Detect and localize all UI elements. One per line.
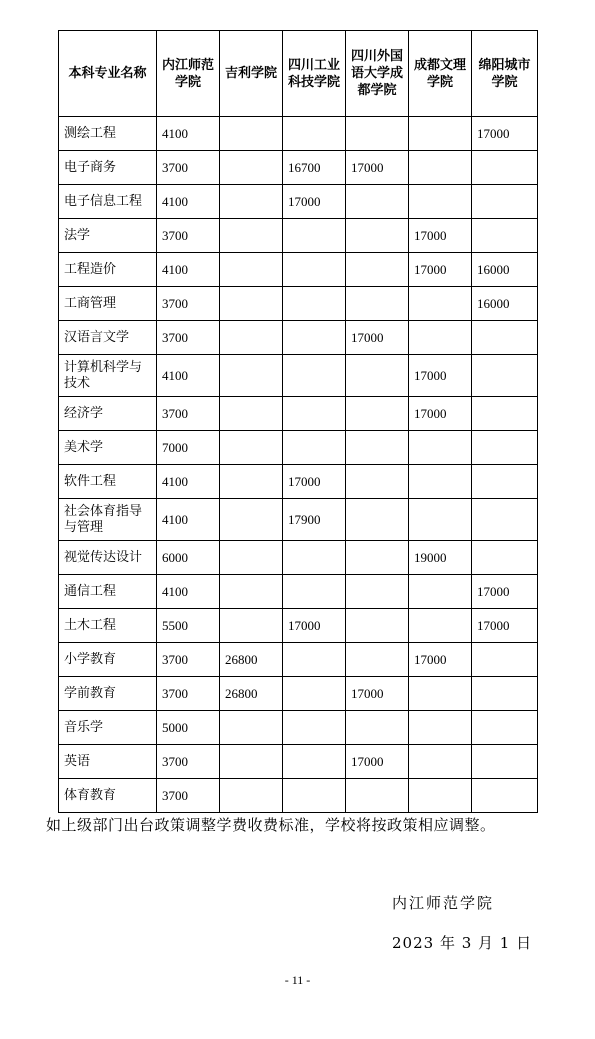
fee-cell [283,321,346,355]
fee-cell [346,541,409,575]
major-name-cell: 经济学 [59,397,157,431]
fee-cell [346,779,409,813]
fee-cell [472,643,538,677]
fee-cell: 17000 [409,219,472,253]
fee-cell [409,499,472,541]
table-body [59,117,538,813]
policy-note: 如上级部门出台政策调整学费收费标准，学校将按政策相应调整。 [46,816,496,834]
header-mianyang-chengshi: 绵阳城市学院 [472,31,538,117]
major-name-cell: 英语 [59,745,157,779]
fee-cell: 4100 [157,499,220,541]
table-header-row [59,31,538,117]
fee-cell [409,779,472,813]
fee-cell: 3700 [157,643,220,677]
fee-cell: 4100 [157,465,220,499]
fee-cell [220,745,283,779]
fee-cell: 3700 [157,287,220,321]
fee-cell: 4100 [157,185,220,219]
table-row [59,779,538,813]
signing-date: 2023 年 3 月 1 日 [392,934,533,952]
fee-cell [472,431,538,465]
fee-cell [346,609,409,643]
fee-cell: 4100 [157,117,220,151]
major-name-cell: 法学 [59,219,157,253]
table-row [59,499,538,541]
fee-cell [283,117,346,151]
fee-cell [283,745,346,779]
fee-cell: 17000 [283,609,346,643]
major-name-cell: 计算机科学与技术 [59,355,157,397]
fee-cell: 3700 [157,677,220,711]
fee-cell [409,465,472,499]
table-row [59,185,538,219]
table-row [59,677,538,711]
signer-name: 内江师范学院 [392,894,495,912]
fee-cell [346,643,409,677]
fee-cell [220,609,283,643]
fee-cell: 26800 [220,643,283,677]
fee-cell: 17000 [283,185,346,219]
fee-cell [409,431,472,465]
fee-cell: 16000 [472,253,538,287]
header-chengdu-wenli: 成都文理学院 [409,31,472,117]
fee-cell: 16700 [283,151,346,185]
fee-cell [409,321,472,355]
major-name-cell: 土木工程 [59,609,157,643]
fee-cell [220,431,283,465]
fee-cell [283,643,346,677]
header-neijiang: 内江师范学院 [157,31,220,117]
fee-cell [220,253,283,287]
fee-cell [472,355,538,397]
table-row [59,643,538,677]
fee-cell: 17000 [283,465,346,499]
fee-cell: 3700 [157,219,220,253]
fee-cell [472,465,538,499]
fee-cell: 17000 [409,397,472,431]
fee-cell: 3700 [157,397,220,431]
fee-cell [346,499,409,541]
major-name-cell: 通信工程 [59,575,157,609]
fee-cell [346,575,409,609]
major-name-cell: 电子商务 [59,151,157,185]
fee-cell [346,465,409,499]
fee-cell: 19000 [409,541,472,575]
fee-cell [283,431,346,465]
fee-cell: 17000 [472,575,538,609]
fee-cell: 17000 [346,321,409,355]
fee-cell [472,219,538,253]
fee-cell [409,745,472,779]
fee-cell: 26800 [220,677,283,711]
fee-cell [346,219,409,253]
major-name-cell: 音乐学 [59,711,157,745]
fee-cell: 4100 [157,253,220,287]
major-name-cell: 工商管理 [59,287,157,321]
table-row [59,465,538,499]
major-name-cell: 学前教育 [59,677,157,711]
fee-cell: 3700 [157,745,220,779]
fee-cell: 4100 [157,575,220,609]
major-name-cell: 社会体育指导与管理 [59,499,157,541]
fee-cell [346,185,409,219]
fee-cell [283,677,346,711]
fee-cell: 17000 [472,117,538,151]
fee-cell [472,779,538,813]
fee-cell [409,151,472,185]
fee-cell: 5000 [157,711,220,745]
fee-cell [346,397,409,431]
fee-cell [409,711,472,745]
fee-cell [409,575,472,609]
table-row [59,397,538,431]
fee-cell [283,355,346,397]
page-number: - 11 - [284,973,311,987]
fee-cell [472,541,538,575]
fee-cell [283,287,346,321]
table-row [59,253,538,287]
fee-cell [409,117,472,151]
fee-cell [220,499,283,541]
fee-cell: 16000 [472,287,538,321]
table-row [59,431,538,465]
fee-cell [346,431,409,465]
fee-cell [283,541,346,575]
fee-cell: 6000 [157,541,220,575]
table-row [59,355,538,397]
fee-cell [283,779,346,813]
header-sichuan-gongye: 四川工业科技学院 [283,31,346,117]
fee-cell [220,397,283,431]
fee-cell: 3700 [157,779,220,813]
fee-cell [220,465,283,499]
fee-cell [220,321,283,355]
fee-cell [346,355,409,397]
table-row [59,745,538,779]
fee-cell [283,397,346,431]
fee-cell [220,541,283,575]
major-name-cell: 体育教育 [59,779,157,813]
fee-cell [409,609,472,643]
fee-cell [409,185,472,219]
fee-cell [472,677,538,711]
fee-cell [472,151,538,185]
table-row [59,117,538,151]
fee-cell: 17000 [346,151,409,185]
fee-cell: 4100 [157,355,220,397]
fee-cell [220,151,283,185]
table-row [59,219,538,253]
major-name-cell: 小学教育 [59,643,157,677]
fee-cell: 3700 [157,151,220,185]
fee-cell [472,745,538,779]
fee-cell [220,219,283,253]
major-name-cell: 汉语言文学 [59,321,157,355]
table-row [59,151,538,185]
major-name-cell: 测绘工程 [59,117,157,151]
table-row [59,711,538,745]
fee-cell: 17900 [283,499,346,541]
fee-cell [346,711,409,745]
fee-cell: 17000 [346,677,409,711]
fee-cell [220,779,283,813]
fee-cell [409,677,472,711]
major-name-cell: 软件工程 [59,465,157,499]
major-name-cell: 美术学 [59,431,157,465]
fee-cell: 5500 [157,609,220,643]
fee-cell [220,355,283,397]
fee-cell [472,321,538,355]
fee-cell [220,575,283,609]
major-name-cell: 视觉传达设计 [59,541,157,575]
fee-cell [220,287,283,321]
table-row [59,575,538,609]
table-row [59,541,538,575]
table-row [59,321,538,355]
fee-cell [220,711,283,745]
header-jili: 吉利学院 [220,31,283,117]
fee-cell [283,711,346,745]
fee-cell [346,287,409,321]
fee-cell [220,117,283,151]
fee-cell [346,117,409,151]
fee-cell: 3700 [157,321,220,355]
fee-cell [283,575,346,609]
fee-cell [346,253,409,287]
fee-cell [283,219,346,253]
fee-cell: 17000 [409,253,472,287]
fee-cell: 17000 [346,745,409,779]
table-row [59,287,538,321]
fee-cell: 17000 [472,609,538,643]
fee-cell [472,397,538,431]
fee-cell [220,185,283,219]
tuition-fee-table [58,30,538,813]
fee-cell [472,711,538,745]
header-sichuan-waiguoyu: 四川外国语大学成都学院 [346,31,409,117]
fee-cell: 17000 [409,643,472,677]
fee-cell [409,287,472,321]
fee-cell [472,185,538,219]
fee-cell [283,253,346,287]
table-row [59,609,538,643]
fee-cell: 17000 [409,355,472,397]
header-major: 本科专业名称 [59,31,157,117]
fee-cell [472,499,538,541]
major-name-cell: 电子信息工程 [59,185,157,219]
major-name-cell: 工程造价 [59,253,157,287]
fee-cell: 7000 [157,431,220,465]
